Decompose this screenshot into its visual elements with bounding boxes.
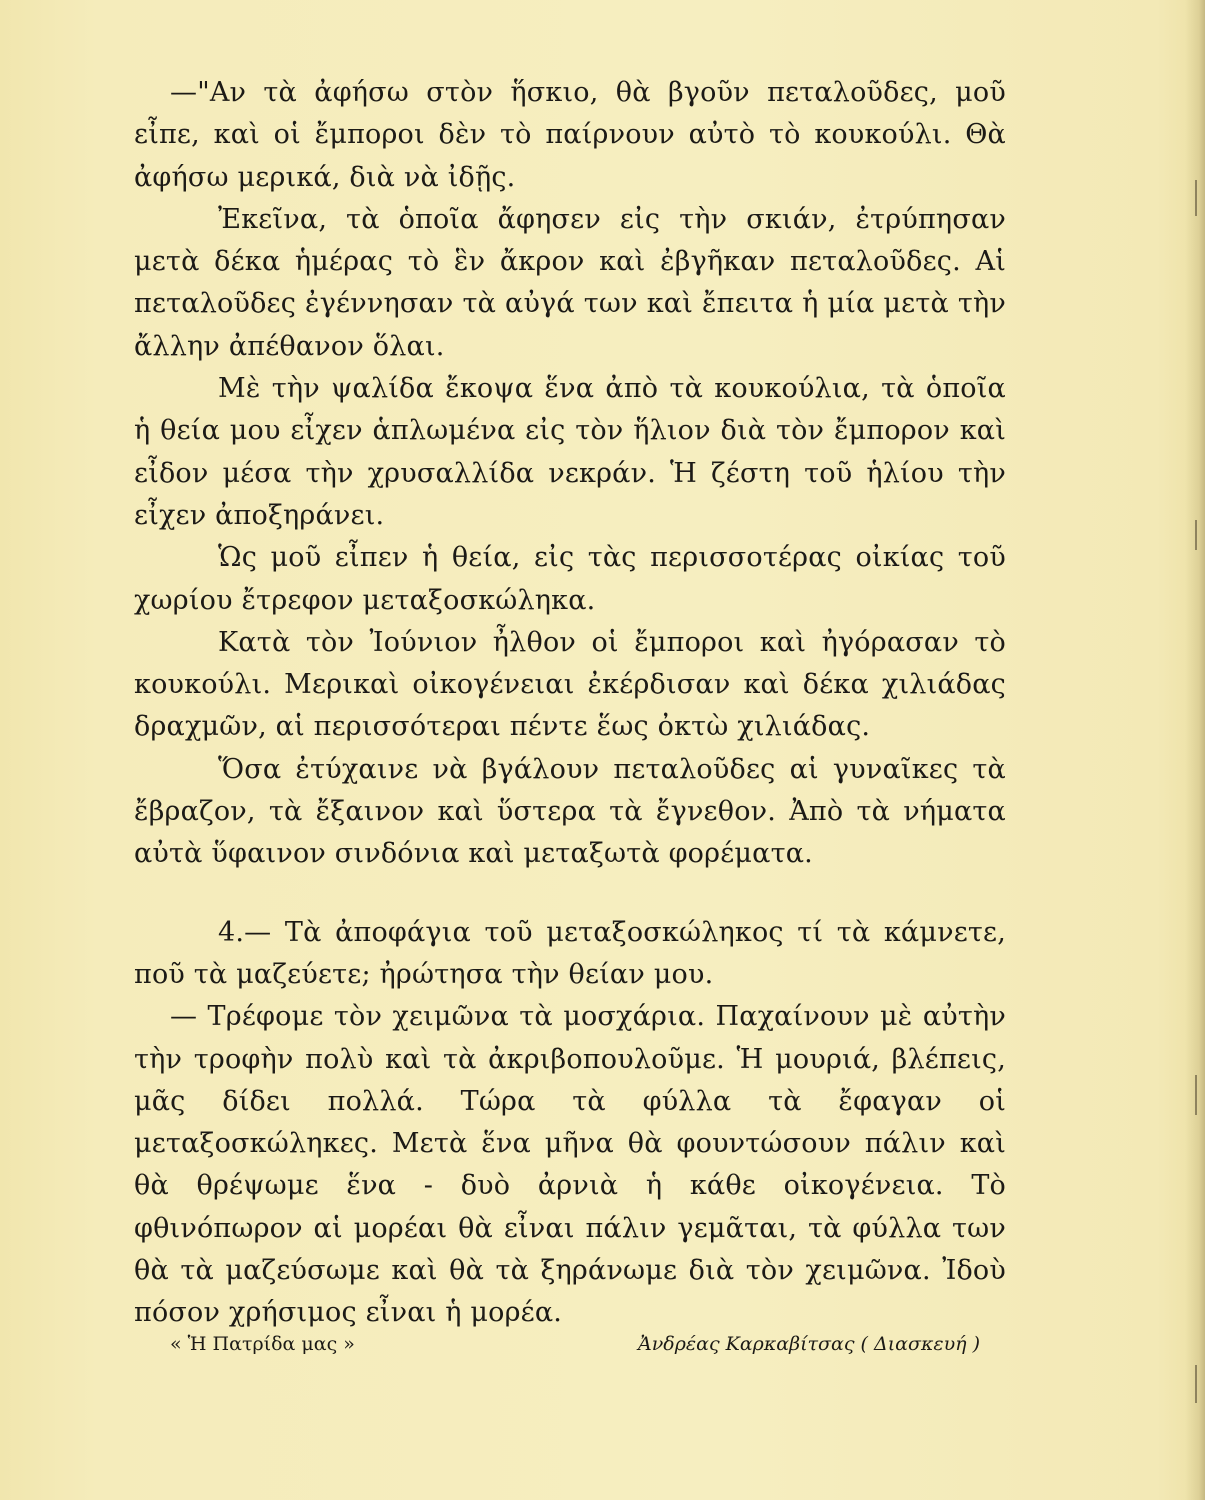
- citation: [170, 1330, 980, 1358]
- paragraph: Ὅσα ἐτύχαινε νὰ βγάλουν πεταλοῦδες αἱ γυναῖκες τὰ ἔβραζον, τὰ ἔξαινον καὶ ὕστερα τὰ ἔγνεθον. Ἀπὸ τὰ νήματα αὐτὰ ὕφαινον σινδόνια καὶ μεταξωτὰ φορέματα.: [134, 753, 1006, 870]
- page-edge-mark: [1195, 1365, 1197, 1403]
- section-4-answer: — Τρέφομε τὸν χειμῶνα τὰ μοσχάρια. Παχαίνουν μὲ αὐτὴν τὴν τροφὴν πολὺ καὶ τὰ ἀκριβοπουλοῦμε. Ἡ μουριά, βλέπεις, μᾶς δίδει πολλά. Τώρα τὰ φύλλα τὰ ἔφαγαν οἱ μεταξοσκώληκες. Μετὰ ἕνα μῆνα θὰ φουντώσουν πάλιν καὶ θὰ θρέψωμε ἕνα - δυὸ ἀρνιὰ ἡ κάθε οἰκογένεια. Τὸ φθινόπωρον αἱ μορέαι θὰ εἶναι πάλιν γεμᾶται, τὰ φύλλα των θὰ τὰ μαζεύσωμε καὶ θὰ τὰ ξηράνωμε διὰ τὸν χειμῶνα. Ἰδοὺ πόσον χρήσιμος εἶναι ἡ μορέα.: [134, 1001, 1006, 1329]
- citation-author: Ἀνδρέας Καρκαβίτσας ( Διασκευή ): [638, 1333, 980, 1355]
- page-edge-mark: [1195, 1075, 1197, 1115]
- page-edge-shadow: [1185, 0, 1205, 1500]
- section-4-question: 4.— Τὰ ἀποφάγια τοῦ μεταξοσκώληκος τί τὰ κάμνετε, ποῦ τὰ μαζεύετε; ἠρώτησα τὴν θείαν μου.: [134, 916, 1006, 990]
- section-gap: [134, 876, 1006, 912]
- paragraph: Κατὰ τὸν Ἰούνιον ἦλθον οἱ ἔμποροι καὶ ἠγόρασαν τὸ κουκούλι. Μερικαὶ οἰκογένειαι ἐκέρδισαν καὶ δέκα χιλιάδας δραχμῶν, αἱ περισσότεραι πέντε ἕως ὀκτὼ χιλιάδας.: [134, 626, 1006, 743]
- paragraph: Ὡς μοῦ εἶπεν ἡ θεία, εἰς τὰς περισσοτέρας οἰκίας τοῦ χωρίου ἔτρεφον μεταξοσκώληκα.: [134, 542, 1006, 616]
- paragraph: Μὲ τὴν ψαλίδα ἔκοψα ἕνα ἀπὸ τὰ κουκούλια, τὰ ὁποῖα ἡ θεία μου εἶχεν ἁπλωμένα εἰς τὸν ἥλιον διὰ τὸν ἔμπορον καὶ εἶδον μέσα τὴν χρυσαλλίδα νεκράν. Ἡ ζέστη τοῦ ἡλίου τὴν εἶχεν ἀποξηράνει.: [134, 373, 1006, 531]
- citation-source: « Ἡ Πατρίδα μας »: [170, 1333, 355, 1355]
- main-text: [134, 72, 1006, 1335]
- page-edge-mark: [1195, 520, 1197, 550]
- paragraph: —"Αν τὰ ἀφήσω στὸν ἥσκιο, θὰ βγοῦν πεταλοῦδες, μοῦ εἶπε, καὶ οἱ ἔμποροι δὲν τὸ παίρνουν αὐτὸ τὸ κουκούλι. Θὰ ἀφήσω μερικά, διὰ νὰ ἰδῇς.: [134, 77, 1006, 193]
- page-edge-mark: [1195, 180, 1197, 216]
- paragraph: Ἐκεῖνα, τὰ ὁποῖα ἄφησεν εἰς τὴν σκιάν, ἐτρύπησαν μετὰ δέκα ἡμέρας τὸ ἓν ἄκρον καὶ ἐβγῆκαν πεταλοῦδες. Αἱ πεταλοῦδες ἐγέννησαν τὰ αὐγά των καὶ ἔπειτα ἡ μία μετὰ τὴν ἄλλην ἀπέθανον ὅλαι.: [134, 203, 1006, 362]
